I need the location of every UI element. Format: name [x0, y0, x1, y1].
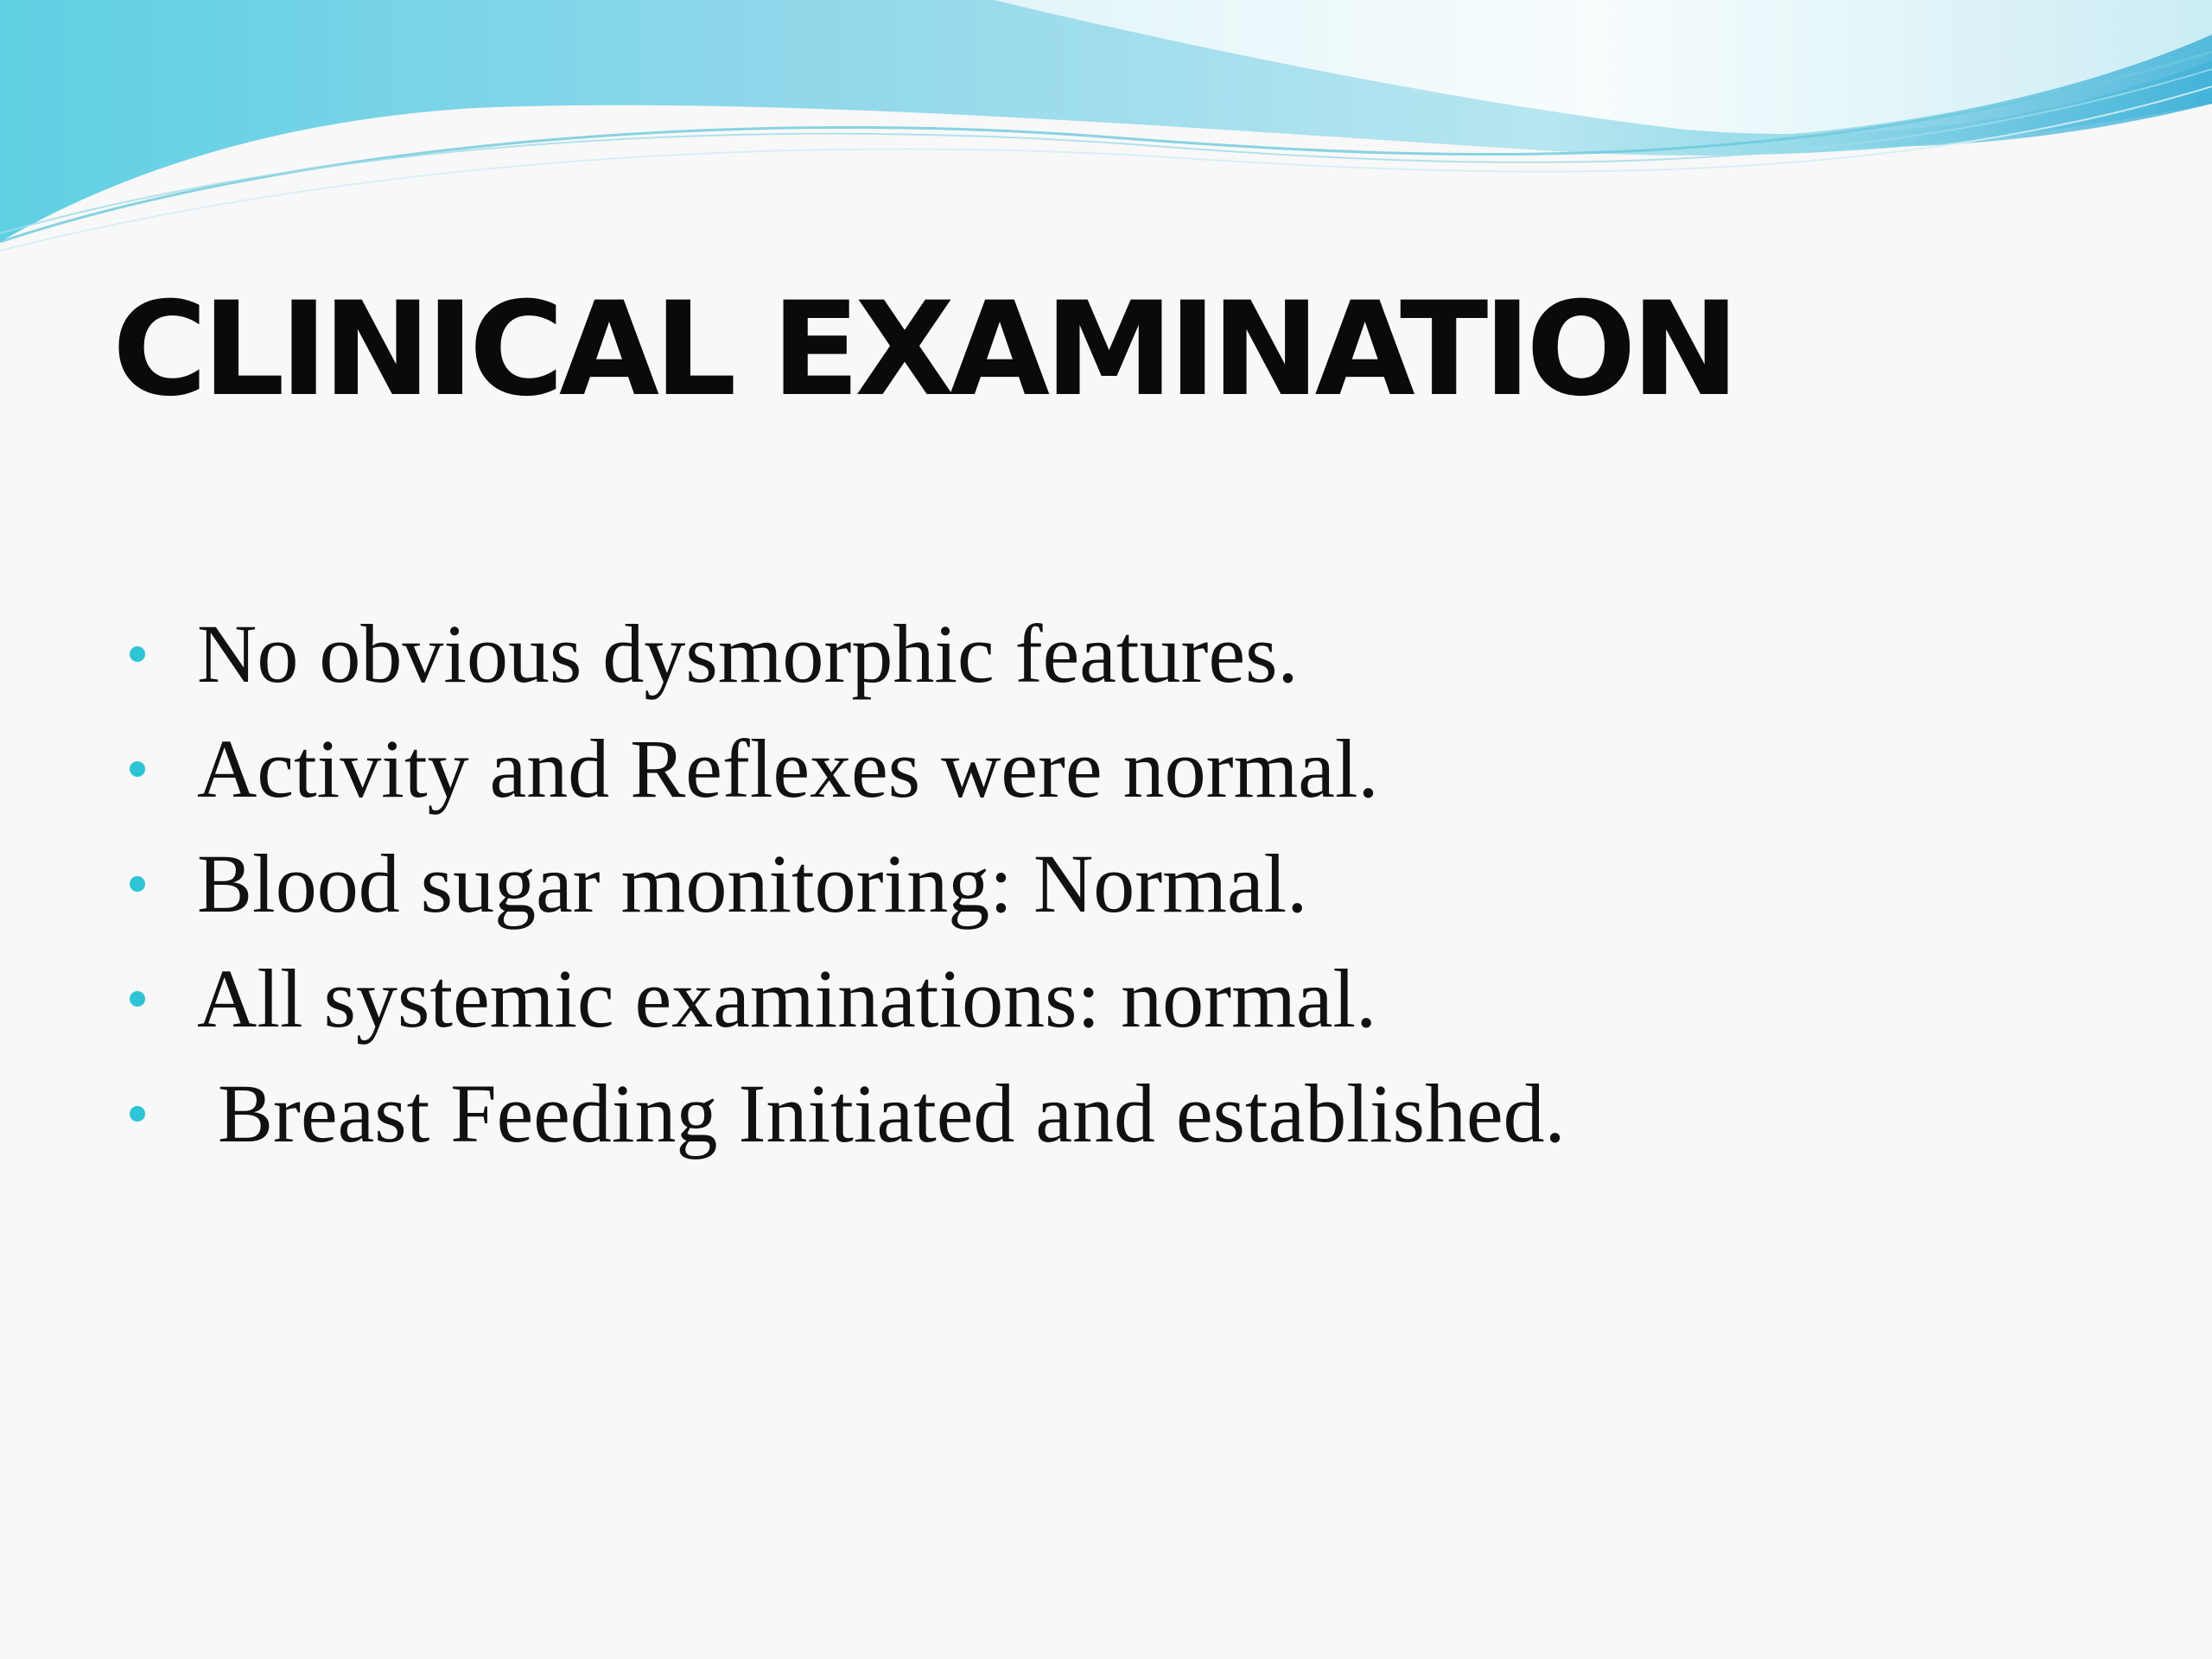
bullet-icon [130, 876, 145, 892]
list-item [130, 596, 1566, 711]
bullet-text: All systemic examinations: normal. [197, 951, 1377, 1045]
bullet-icon [130, 646, 145, 662]
bullet-text: Breast Feeding Initiated and established. [218, 1066, 1566, 1160]
list-item [130, 1056, 1566, 1171]
bullet-icon [130, 991, 145, 1007]
bullet-text: Activity and Reflexes were normal. [197, 721, 1379, 815]
slide-title: CLINICAL EXAMINATION [112, 275, 1735, 425]
header-wave-decoration [0, 0, 2212, 259]
bullet-list [130, 596, 1566, 1171]
list-item [130, 711, 1566, 826]
bullet-icon [130, 1106, 145, 1122]
bullet-text: Blood sugar monitoring: Normal. [197, 836, 1308, 930]
list-item [130, 941, 1566, 1056]
list-item [130, 826, 1566, 941]
bullet-icon [130, 761, 145, 777]
bullet-text: No obvious dysmorphic features. [197, 607, 1299, 700]
